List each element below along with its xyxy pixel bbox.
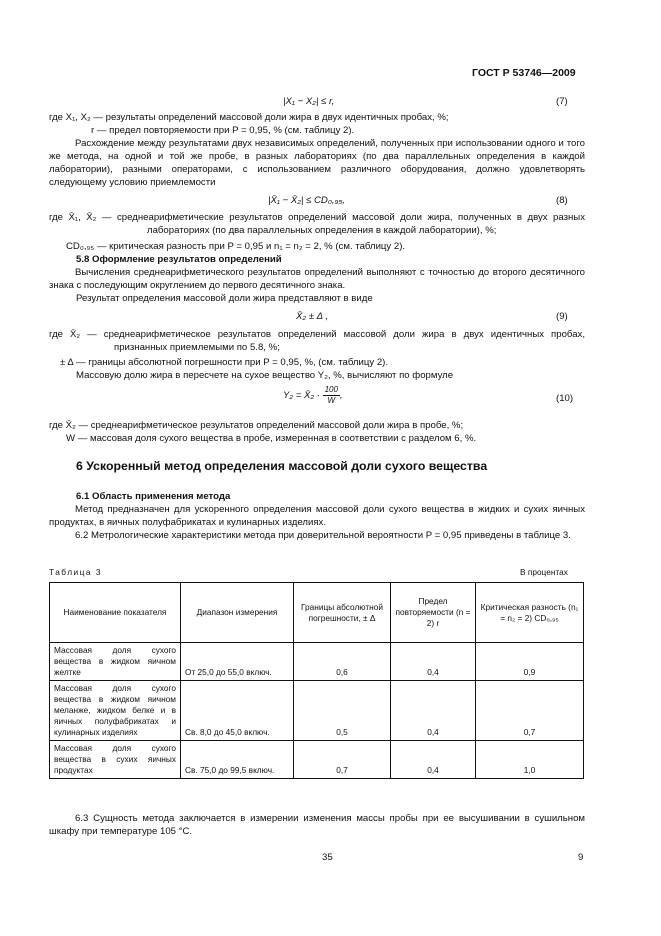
section-6-1-title: 6.1 Область применения метода	[76, 491, 231, 502]
cell-range: Св. 75,0 до 99,5 включ.	[181, 741, 294, 779]
col-header-name: Наименование показателя	[50, 583, 181, 643]
cell-repeatability: 0,4	[391, 741, 476, 779]
section-5-8-title: 5.8 Оформление результатов определений	[76, 254, 282, 265]
table-3	[49, 582, 584, 779]
section-5-8-paragraph-2: Результат определения массовой доли жира представляют в виде	[76, 293, 373, 304]
equation-10	[283, 385, 343, 406]
table-row	[50, 681, 584, 741]
cell-delta: 0,7	[294, 741, 391, 779]
table-row	[50, 643, 584, 681]
cell-delta: 0,5	[294, 681, 391, 741]
table-header-row	[50, 583, 584, 643]
section-6-2-paragraph: 6.2 Метрологические характеристики метода при доверительной вероятности P = 0,95 приведены в таблице 3.	[75, 530, 571, 541]
cell-name: Массовая доля сухого вещества в жидком яичном меланже, жидком белке и в яичных полуфабрикатах и кулинарных изделиях	[50, 681, 181, 741]
equation-7: |X₁ − X₂| ≤ r,	[283, 96, 335, 107]
col-header-critical-difference: Критическая разность (n₁ = n₂ = 2) CD₀,₉₅	[476, 583, 584, 643]
equation-7-number: (7)	[556, 96, 568, 107]
where-7-line-2: r — предел повторяемости при P = 0,95, % (см. таблицу 2).	[91, 125, 355, 136]
equation-10-fraction	[323, 385, 340, 406]
table-row	[50, 741, 584, 779]
col-header-delta: Границы абсолютной погрешности, ± Δ	[294, 583, 391, 643]
equation-8-number: (8)	[556, 195, 568, 206]
table-3-unit: В процентах	[520, 567, 568, 577]
where-10-line-2: W — массовая доля сухого вещества в пробе, измеренная в соответствии с разделом 6, %.	[66, 433, 477, 444]
equation-10-tail: ,	[339, 390, 343, 402]
equation-9: X̄₂ ± Δ ,	[296, 311, 329, 322]
cell-name: Массовая доля сухого вещества в жидком яичном желтке	[50, 643, 181, 681]
where-8-line-1: где X̄₁, X̄₂ — среднеарифметические результатов определений массовой доли жира, полученных в двух разных лабораториях (по два параллельных определения в каждой лаборатории), %;	[49, 212, 585, 236]
page-number-right: 9	[578, 852, 584, 863]
cell-delta: 0,6	[294, 643, 391, 681]
cell-range: От 25,0 до 55,0 включ.	[181, 643, 294, 681]
paragraph-reproducibility: Расхождение между результатами двух независимых определений, полученных при использовании одного и того же метода, на одной и той же пробе, в разных лабораториях (по два параллельных определения в каждой лаборатории), разными операторами, с использованием различного оборудования, должно удовлетворять следующему условию приемлемости	[49, 138, 585, 188]
equation-8: |X̄₁ − X̄₂| ≤ CD₀,₉₅,	[268, 195, 345, 206]
cell-critical-difference: 0,9	[476, 643, 584, 681]
col-header-repeatability: Предел повторяемости (n = 2) r	[391, 583, 476, 643]
section-6-1-paragraph: Метод предназначен для ускоренного определения массовой доли сухого вещества в жидких и сухих яичных продуктах, в яичных полуфабрикатах и кулинарных изделиях.	[49, 504, 585, 528]
cell-critical-difference: 1,0	[476, 741, 584, 779]
section-6-title: 6 Ускоренный метод определения массовой доли сухого вещества	[76, 459, 488, 473]
table-3-title: Таблица 3	[49, 567, 102, 577]
section-5-8-paragraph-1: Вычисления среднеарифметического результатов определений выполняют с точностью до второго десятичного знака с последующим округлением до первого десятичного знака.	[49, 267, 585, 291]
equation-10-lhs: Y₂ = X̄₂ ·	[283, 390, 320, 402]
cell-range: Св. 8,0 до 45,0 включ.	[181, 681, 294, 741]
equation-10-number: (10)	[556, 393, 574, 404]
equation-10-numerator: 100	[324, 385, 338, 394]
cell-repeatability: 0,4	[391, 643, 476, 681]
page-number-center: 35	[322, 852, 333, 863]
where-7-line-1: где X₁, X₂ — результаты определений массовой доли жира в двух идентичных пробах, %;	[49, 112, 449, 123]
where-8-line-2: CD₀,₉₅ — критическая разность при P = 0,95 и n₁ = n₂ = 2, % (см. таблицу 2).	[66, 241, 406, 252]
equation-10-denominator: W	[327, 396, 336, 405]
where-9-line-2: ± Δ — границы абсолютной погрешности при P = 0,95, %, (см. таблицу 2).	[60, 357, 389, 368]
where-10-line-1: где X̄₂ — среднеарифметическое результатов определений массовой доли жира в пробе, %;	[49, 420, 464, 431]
equation-9-number: (9)	[556, 311, 568, 322]
col-header-range: Диапазон измерения	[181, 583, 294, 643]
standard-header: ГОСТ Р 53746—2009	[472, 67, 576, 79]
section-6-3-paragraph: 6.3 Сущность метода заключается в измерении изменения массы пробы при ее высушивании в сушильном шкафу при температуре 105 °С.	[49, 813, 585, 837]
cell-repeatability: 0,4	[391, 681, 476, 741]
where-9-line-1: где X̄₂ — среднеарифметическое результатов определений массовой доли жира в двух идентичных пробах, признанных приемлемыми по 5.8, %;	[49, 329, 585, 353]
cell-name: Массовая доля сухого вещества в сухих яичных продуктах	[50, 741, 181, 779]
paragraph-dry-basis: Массовую долю жира в пересчете на сухое вещество Y₂, %, вычисляют по формуле	[76, 370, 454, 381]
cell-critical-difference: 0,7	[476, 681, 584, 741]
